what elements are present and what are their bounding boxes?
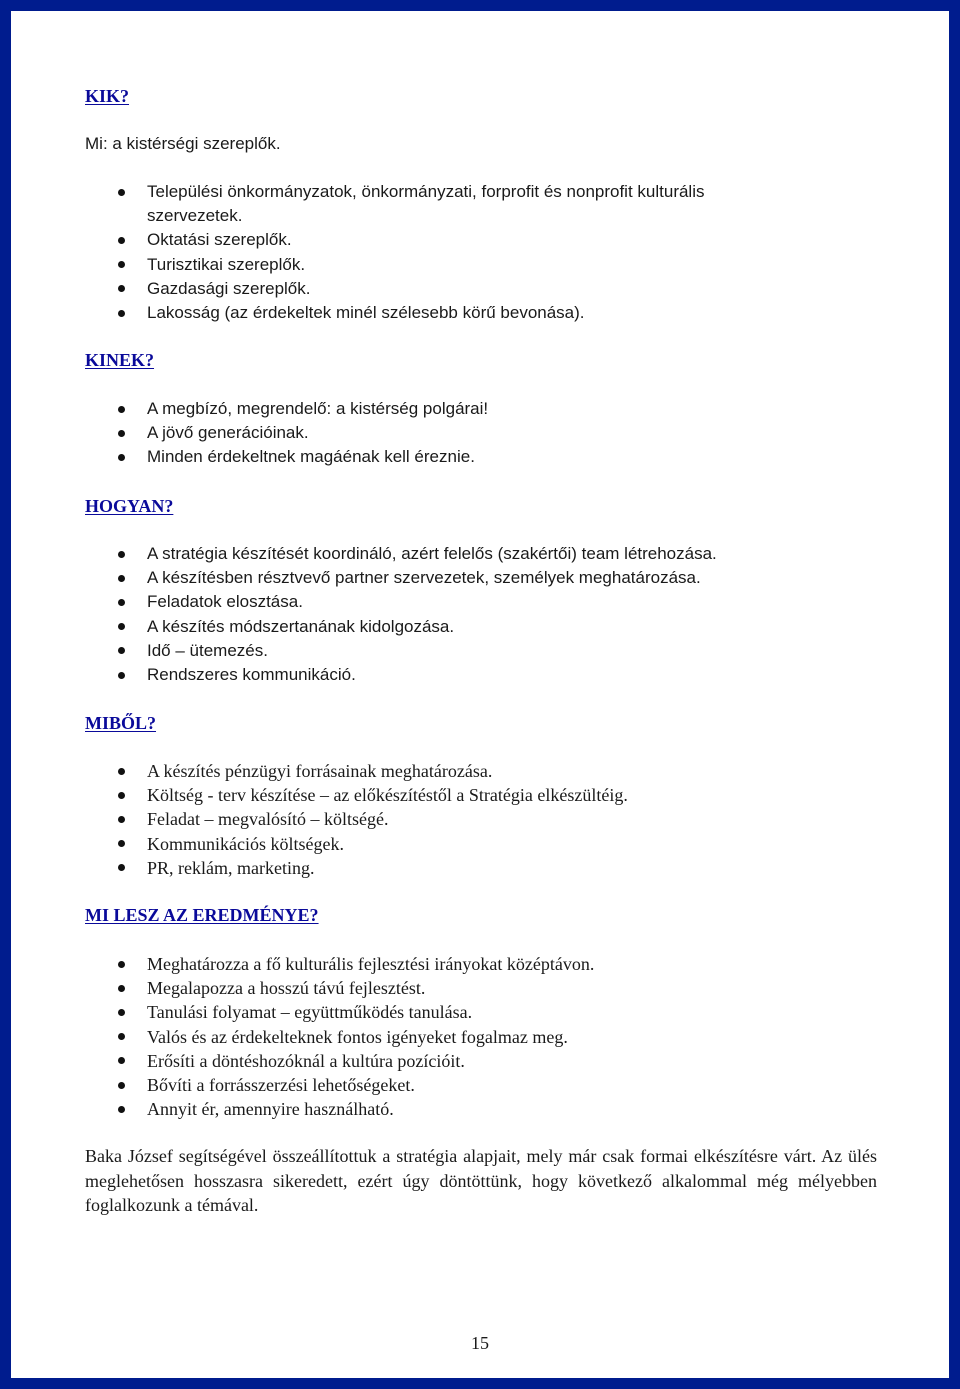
list-item: Megalapozza a hosszú távú fejlesztést. [85,976,594,1000]
list-item: Költség - terv készítése – az előkészítéstől a Stratégia elkészültéig. [85,783,628,807]
heading-mibol: MIBŐL? [85,713,157,733]
list-item: PR, reklám, marketing. [85,856,628,880]
bullet-icon [118,840,125,847]
list-item: Erősíti a döntéshozóknál a kultúra pozícióit. [85,1049,594,1073]
heading-kik: KIK? [85,86,130,106]
eredmeny-list [85,952,594,1121]
bullet-icon [118,310,125,317]
list-item: Gazdasági szereplők. [85,277,705,301]
bullet-icon [118,768,125,775]
bullet-icon [118,623,125,630]
bullet-icon [118,237,125,244]
list-item: Rendszeres kommunikáció. [85,663,717,687]
list-item: Meghatározza a fő kulturális fejlesztési irányokat középtávon. [85,952,594,976]
list-item: A jövő generációinak. [85,421,488,445]
bullet-icon [118,672,125,679]
bullet-icon [118,599,125,606]
bullet-icon [118,1106,125,1113]
bullet-icon [118,454,125,461]
bullet-icon [118,430,125,437]
bullet-icon [118,985,125,992]
heading-kinek: KINEK? [85,350,155,370]
bullet-icon [118,647,125,654]
page-number: 15 [471,1333,489,1353]
bullet-icon [118,1082,125,1089]
hogyan-list [85,542,717,687]
bullet-icon [118,1009,125,1016]
list-item: szervezetek. [147,206,243,226]
bullet-icon [118,816,125,823]
kik-intro: Mi: a kistérségi szereplők. [85,134,281,153]
list-item: Bővíti a forrásszerzési lehetőségeket. [85,1073,594,1097]
bullet-icon [118,1033,125,1040]
list-item: Feladatok elosztása. [85,590,717,614]
list-item: Kommunikációs költségek. [85,832,628,856]
list-item: A készítés módszertanának kidolgozása. [85,615,717,639]
bullet-icon [118,961,125,968]
list-item: Települési önkormányzatok, önkormányzati, forprofit és nonprofit kulturális [85,180,705,204]
list-item: Tanulási folyamat – együttműködés tanulása. [85,1000,594,1024]
closing-paragraph: Baka József segítségével összeállítottuk a stratégia alapjait, mely már csak formai elkészítésre várt. Az ülés meglehetősen hosszasra sikeredett, ezért úgy döntöttünk, hogy következő alkalommal még mélyebben foglalkozunk a témával. [85,1146,877,1215]
bullet-icon [118,1057,125,1064]
bullet-icon [118,792,125,799]
heading-hogyan: HOGYAN? [85,496,174,516]
list-item: Lakosság (az érdekeltek minél szélesebb körű bevonása). [85,301,705,325]
kinek-list [85,397,488,470]
bullet-icon [118,406,125,413]
list-item: Idő – ütemezés. [85,639,717,663]
list-item: Feladat – megvalósító – költségé. [85,807,628,831]
list-item: Valós és az érdekelteknek fontos igényeket fogalmaz meg. [85,1025,594,1049]
list-item: A stratégia készítését koordináló, azért felelős (szakértői) team létrehozása. [85,542,717,566]
bullet-icon [118,575,125,582]
heading-eredmeny: MI LESZ AZ EREDMÉNYE? [85,905,319,925]
bullet-icon [118,864,125,871]
bullet-icon [118,551,125,558]
bullet-icon [118,189,125,196]
kik-list [85,180,705,325]
list-item: Oktatási szereplők. [85,228,705,252]
bullet-icon [118,261,125,268]
list-item: Turisztikai szereplők. [85,253,705,277]
list-item: Annyit ér, amennyire használható. [85,1097,594,1121]
mibol-list [85,759,628,880]
bullet-icon [118,285,125,292]
list-item: A megbízó, megrendelő: a kistérség polgárai! [85,397,488,421]
list-item: Minden érdekeltnek magáénak kell éreznie. [85,445,488,469]
list-item: A készítés pénzügyi forrásainak meghatározása. [85,759,628,783]
list-item: A készítésben résztvevő partner szervezetek, személyek meghatározása. [85,566,717,590]
